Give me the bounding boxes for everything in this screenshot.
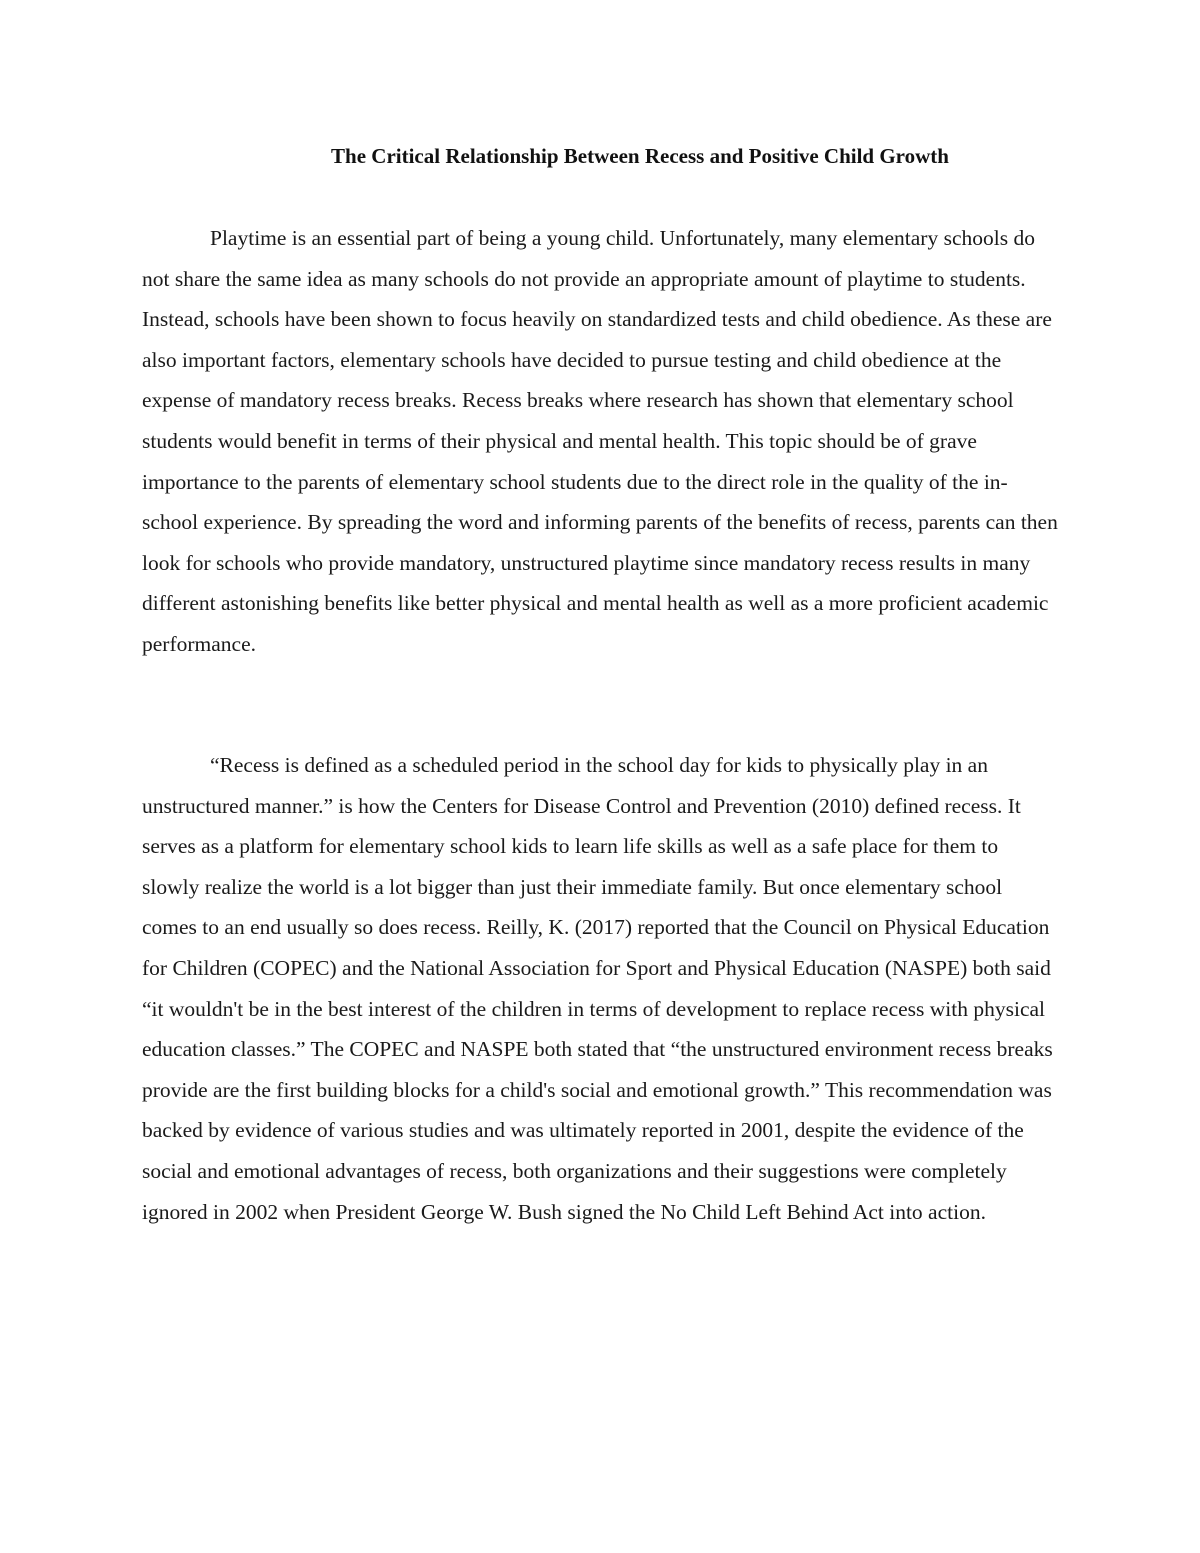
paragraph-1: Playtime is an essential part of being a young child. Unfortunately, many elementary schools do not share the same idea as many schools do not provide an appropriate amount of playtime to students. Instead, schools have been shown to focus heavily on standardized tests and child obedience. As these are also important factors, elementary schools have decided to pursue testing and child obedience at the expense of mandatory recess breaks. Recess breaks where research has shown that elementary school students would benefit in terms of their physical and mental health. This topic should be of grave importance to the parents of elementary school students due to the direct role in the quality of the in-school experience. By spreading the word and informing parents of the benefits of recess, parents can then look for schools who provide mandatory, unstructured playtime since mandatory recess results in many different astonishing benefits like better physical and mental health as well as a more proficient academic performance. (142, 226, 1058, 656)
paragraph-2: “Recess is defined as a scheduled period in the school day for kids to physically play in an unstructured manner.” is how the Centers for Disease Control and Prevention (2010) defined recess. It serves as a platform for elementary school kids to learn life skills as well as a safe place for them to slowly realize the world is a lot bigger than just their immediate family. But once elementary school comes to an end usually so does recess. Reilly, K. (2017) reported that the Council on Physical Education for Children (COPEC) and the National Association for Sport and Physical Education (NASPE) both said “it wouldn't be in the best interest of the children in terms of development to replace recess with physical education classes.” The COPEC and NASPE both stated that “the unstructured environment recess breaks provide are the first building blocks for a child's social and emotional growth.” This recommendation was backed by evidence of various studies and was ultimately reported in 2001, despite the evidence of the social and emotional advantages of recess, both organizations and their suggestions were completely ignored in 2002 when President George W. Bush signed the No Child Left Behind Act into action. (142, 753, 1053, 1224)
document-title: The Critical Relationship Between Recess and Positive Child Growth (331, 144, 949, 168)
